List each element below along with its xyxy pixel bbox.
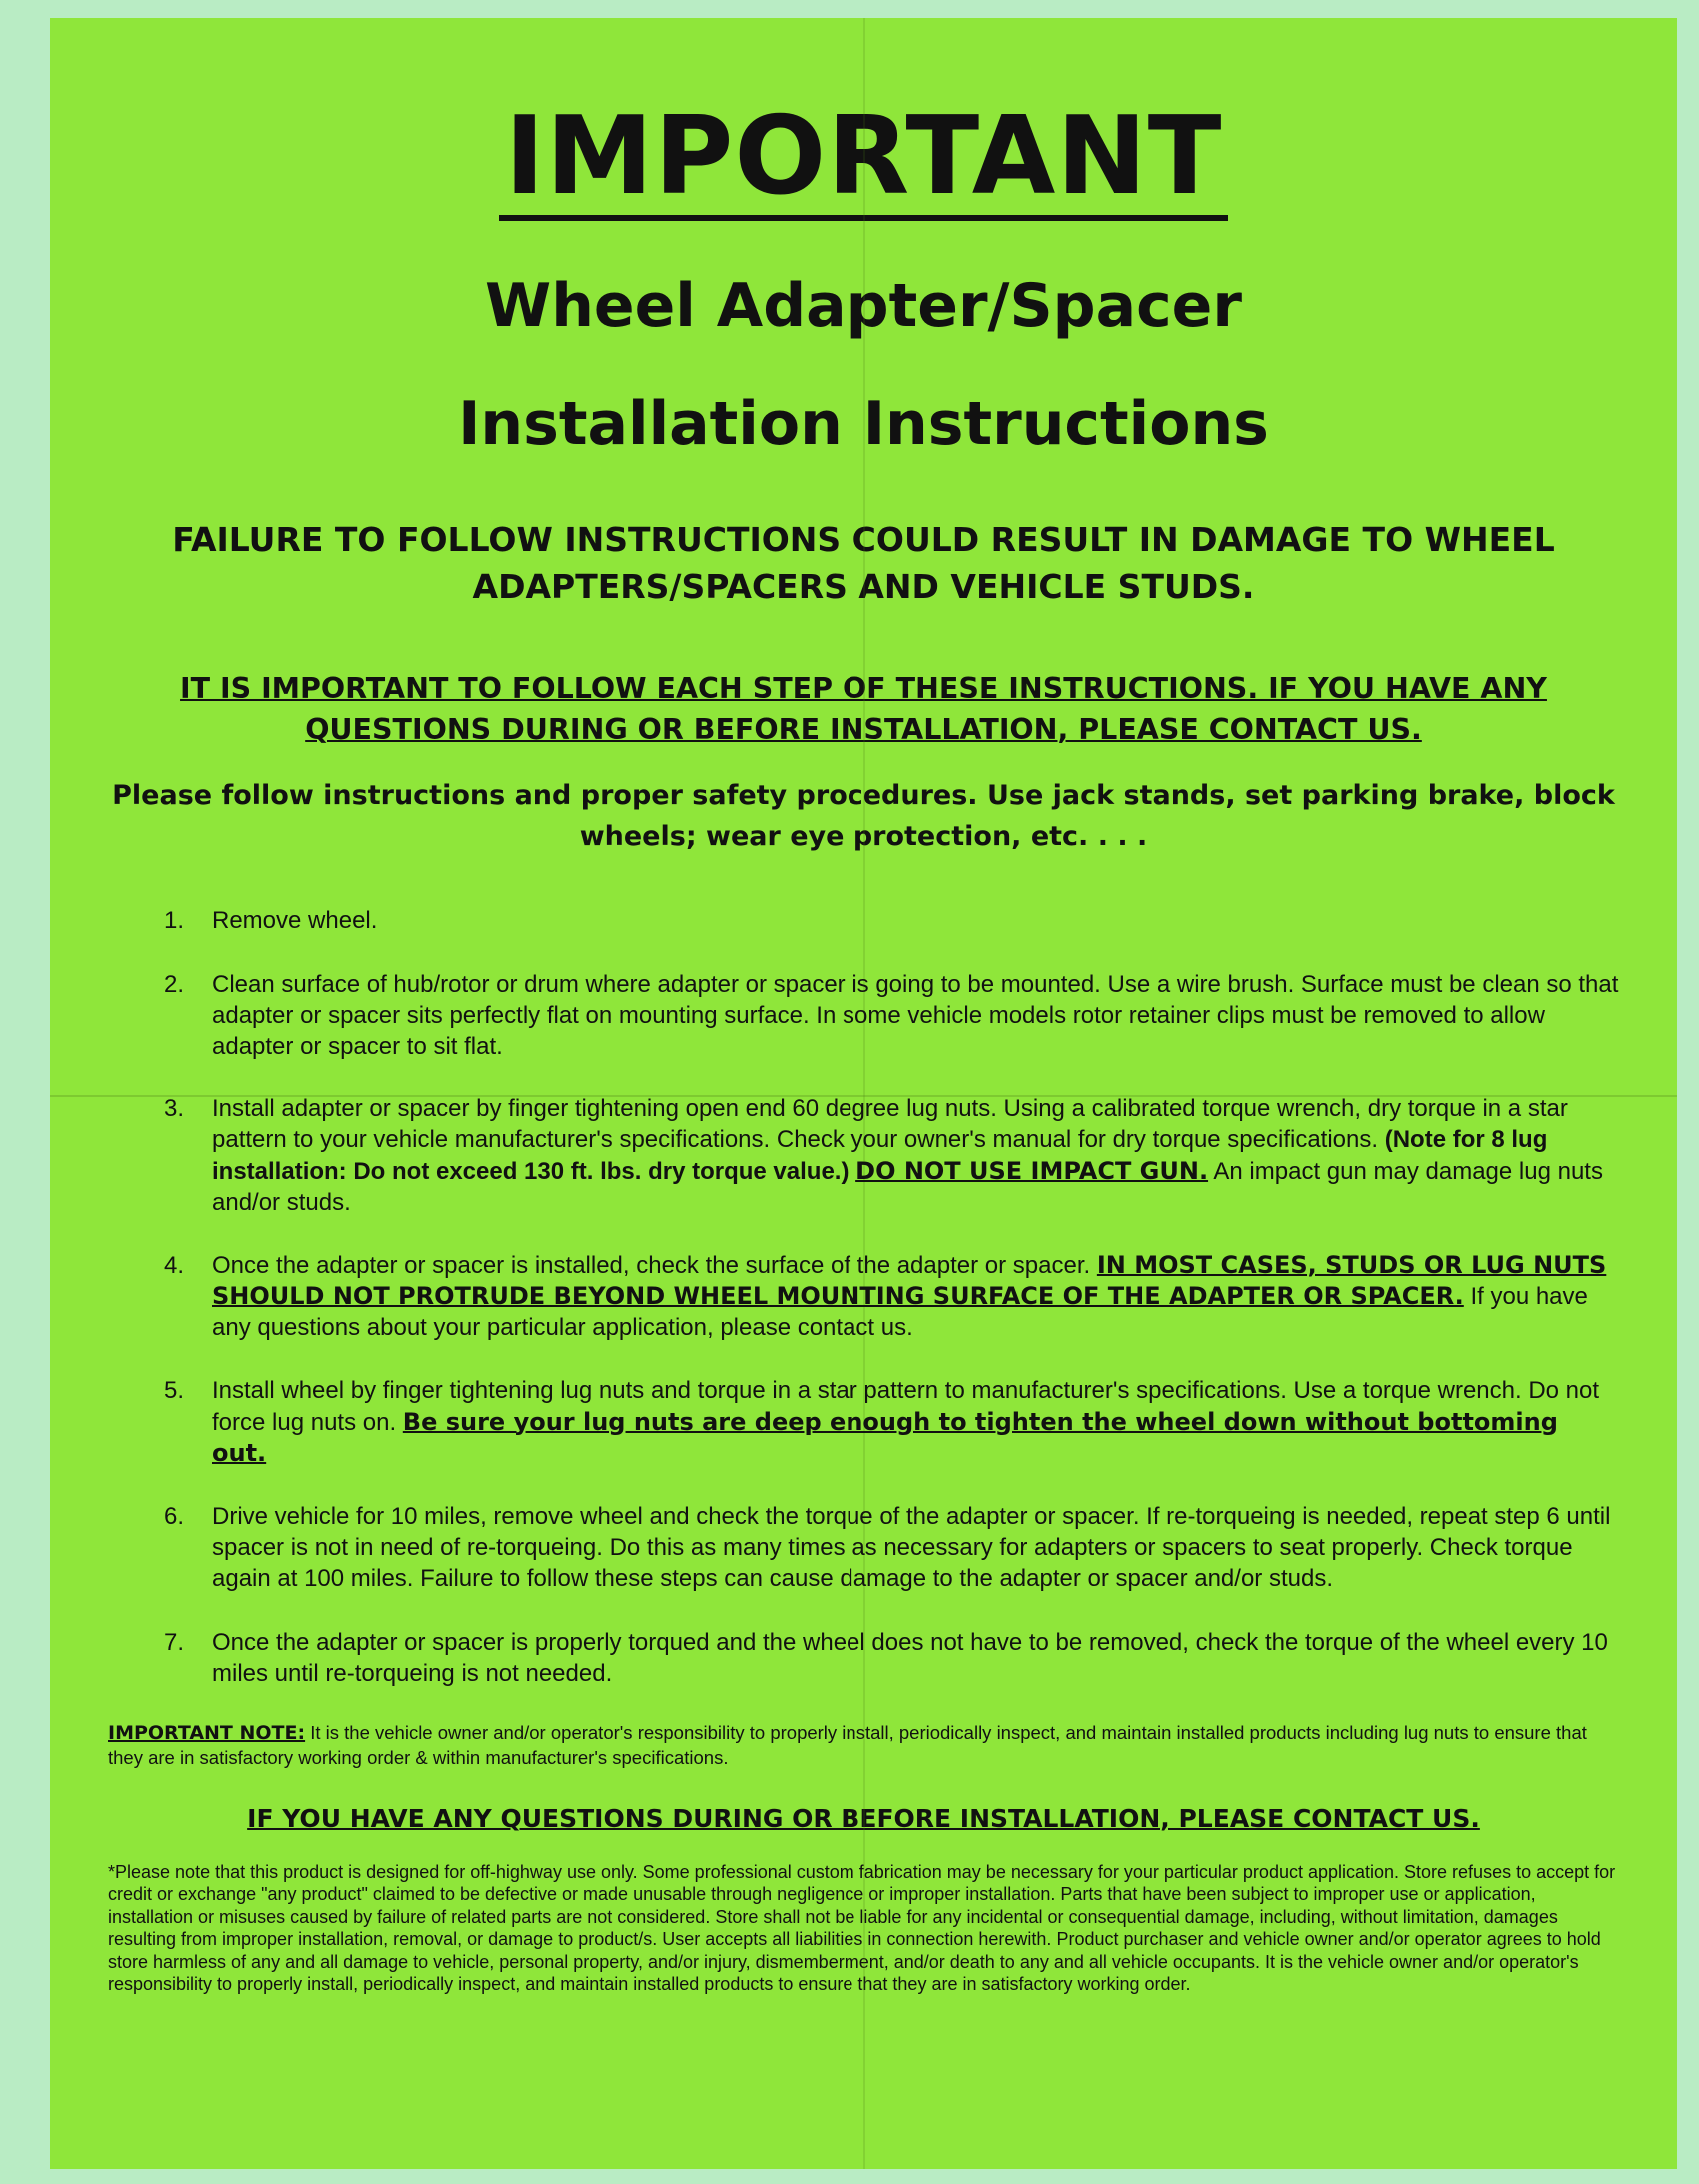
step-number: 3.: [164, 1095, 185, 1123]
subtitle-line1: Wheel Adapter/Spacer: [485, 271, 1242, 342]
step-number: 5.: [164, 1377, 185, 1405]
important-note-text: It is the vehicle owner and/or operator's responsibility to properly install, periodically inspect, and maintain installed products including lug nuts to ensure that they are in satisfactory working order & within manufacturer's specifications.: [108, 1721, 1587, 1768]
step-number: 6.: [164, 1503, 185, 1531]
step-text: Install adapter or spacer by finger tightening open end 60 degree lug nuts. Using a calibrated torque wrench, dry torque in a star pattern to your vehicle manufacturer's specifications. Check your owner's manual for dry torque specifications.: [212, 1095, 1568, 1154]
warning-text: FAILURE TO FOLLOW INSTRUCTIONS COULD RESULT IN DAMAGE TO WHEEL ADAPTERS/SPACERS AND VEHICLE STUDS.: [172, 520, 1555, 606]
step-text: Install wheel by finger tightening lug nuts and torque in a star pattern to manufacturer's specifications. Use a torque wrench. Do not force lug nuts on.: [212, 1377, 1600, 1436]
step-text: Remove wheel.: [212, 907, 378, 935]
step-bold-warning: DO NOT USE IMPACT GUN.: [855, 1156, 1209, 1185]
step-text: Once the adapter or spacer is properly torqued and the wheel does not have to be removed, check the torque of the wheel every 10 miles until re-torqueing is not needed.: [212, 1628, 1608, 1687]
step-number: 1.: [164, 907, 185, 935]
step-1: [108, 905, 1619, 936]
disclaimer-text: *Please note that this product is designed for off-highway use only. Some professional custom fabrication may be necessary for your particular product application. Store refuses to accept for credit or exchange "any product" claimed to be defective or made unusable through negligence or improper installation. Parts that have been subject to improper use or application, installation or misuses caused by failure of related parts are not considered. Store shall not be liable for any incidental or consequential damage, including, without limitation, damages resulting from improper installation, removal, or damage to product/s. User accepts all liabilities in connection herewith. Product purchaser and vehicle owner and/or operator agrees to hold store harmless of any and all damage to vehicle, personal property, and/or injury, dismemberment, and/or death to any and all vehicle occupants. It is the vehicle owner and/or operator's responsibility to properly install, periodically inspect, and maintain installed products to ensure that they are in satisfactory working order.: [108, 1861, 1616, 1995]
step-7: [108, 1627, 1619, 1689]
step-text-tail: An impact gun may damage lug nuts and/or studs.: [212, 1157, 1603, 1216]
step-6: [108, 1501, 1619, 1595]
step-3: [108, 1093, 1619, 1218]
step-text: Clean surface of hub/rotor or drum where adapter or spacer is going to be mounted. Use a wire brush. Surface must be clean so that adapter or spacer sits perfectly flat on mounting surface. In some vehicle models rotor retainer clips must be removed to allow adapter or spacer to sit flat.: [212, 970, 1619, 1060]
safety-text: Please follow instructions and proper safety procedures. Use jack stands, set parking brake, block wheels; wear eye protection, etc. . . .: [112, 780, 1615, 852]
step-bold-warning: IN MOST CASES, STUDS OR LUG NUTS SHOULD NOT PROTRUDE BEYOND WHEEL MOUNTING SURFACE OF THE ADAPTER OR SPACER.: [212, 1250, 1607, 1311]
step-4: [108, 1250, 1619, 1344]
instruction-sheet: [50, 18, 1677, 2169]
step-text: Drive vehicle for 10 miles, remove wheel and check the torque of the adapter or spacer. If re-torqueing is needed, repeat step 6 until spacer is not in need of re-torqueing. Do this as many times as necessary for adapters or spacers to seat properly. Check torque again at 100 miles. Failure to follow these steps can cause damage to the adapter or spacer and/or studs.: [212, 1503, 1611, 1593]
contact-notice: IF YOU HAVE ANY QUESTIONS DURING OR BEFORE INSTALLATION, PLEASE CONTACT US.: [247, 1803, 1480, 1833]
main-heading-text: IMPORTANT: [499, 100, 1229, 221]
step-number: 4.: [164, 1251, 185, 1279]
step-bold-warning: Be sure your lug nuts are deep enough to tighten the wheel down without bottoming out.: [212, 1407, 1558, 1467]
step-bold-note: (Note for 8 lug installation: Do not exceed 130 ft. lbs. dry torque value.): [212, 1126, 1548, 1185]
follow-notice: IT IS IMPORTANT TO FOLLOW EACH STEP OF THESE INSTRUCTIONS. IF YOU HAVE ANY QUESTIONS DURING OR BEFORE INSTALLATION, PLEASE CONTACT US.: [180, 671, 1547, 747]
step-number: 7.: [164, 1628, 185, 1656]
step-text-tail: If you have any questions about your particular application, please contact us.: [212, 1283, 1588, 1342]
step-2: [108, 969, 1619, 1063]
step-number: 2.: [164, 970, 185, 998]
steps-list: [108, 905, 1619, 1689]
subtitle-line2: Installation Instructions: [458, 389, 1269, 460]
important-note-label: IMPORTANT NOTE:: [108, 1721, 306, 1744]
step-text: Once the adapter or spacer is installed, check the surface of the adapter or spacer.: [212, 1251, 1091, 1279]
step-5: [108, 1375, 1619, 1469]
